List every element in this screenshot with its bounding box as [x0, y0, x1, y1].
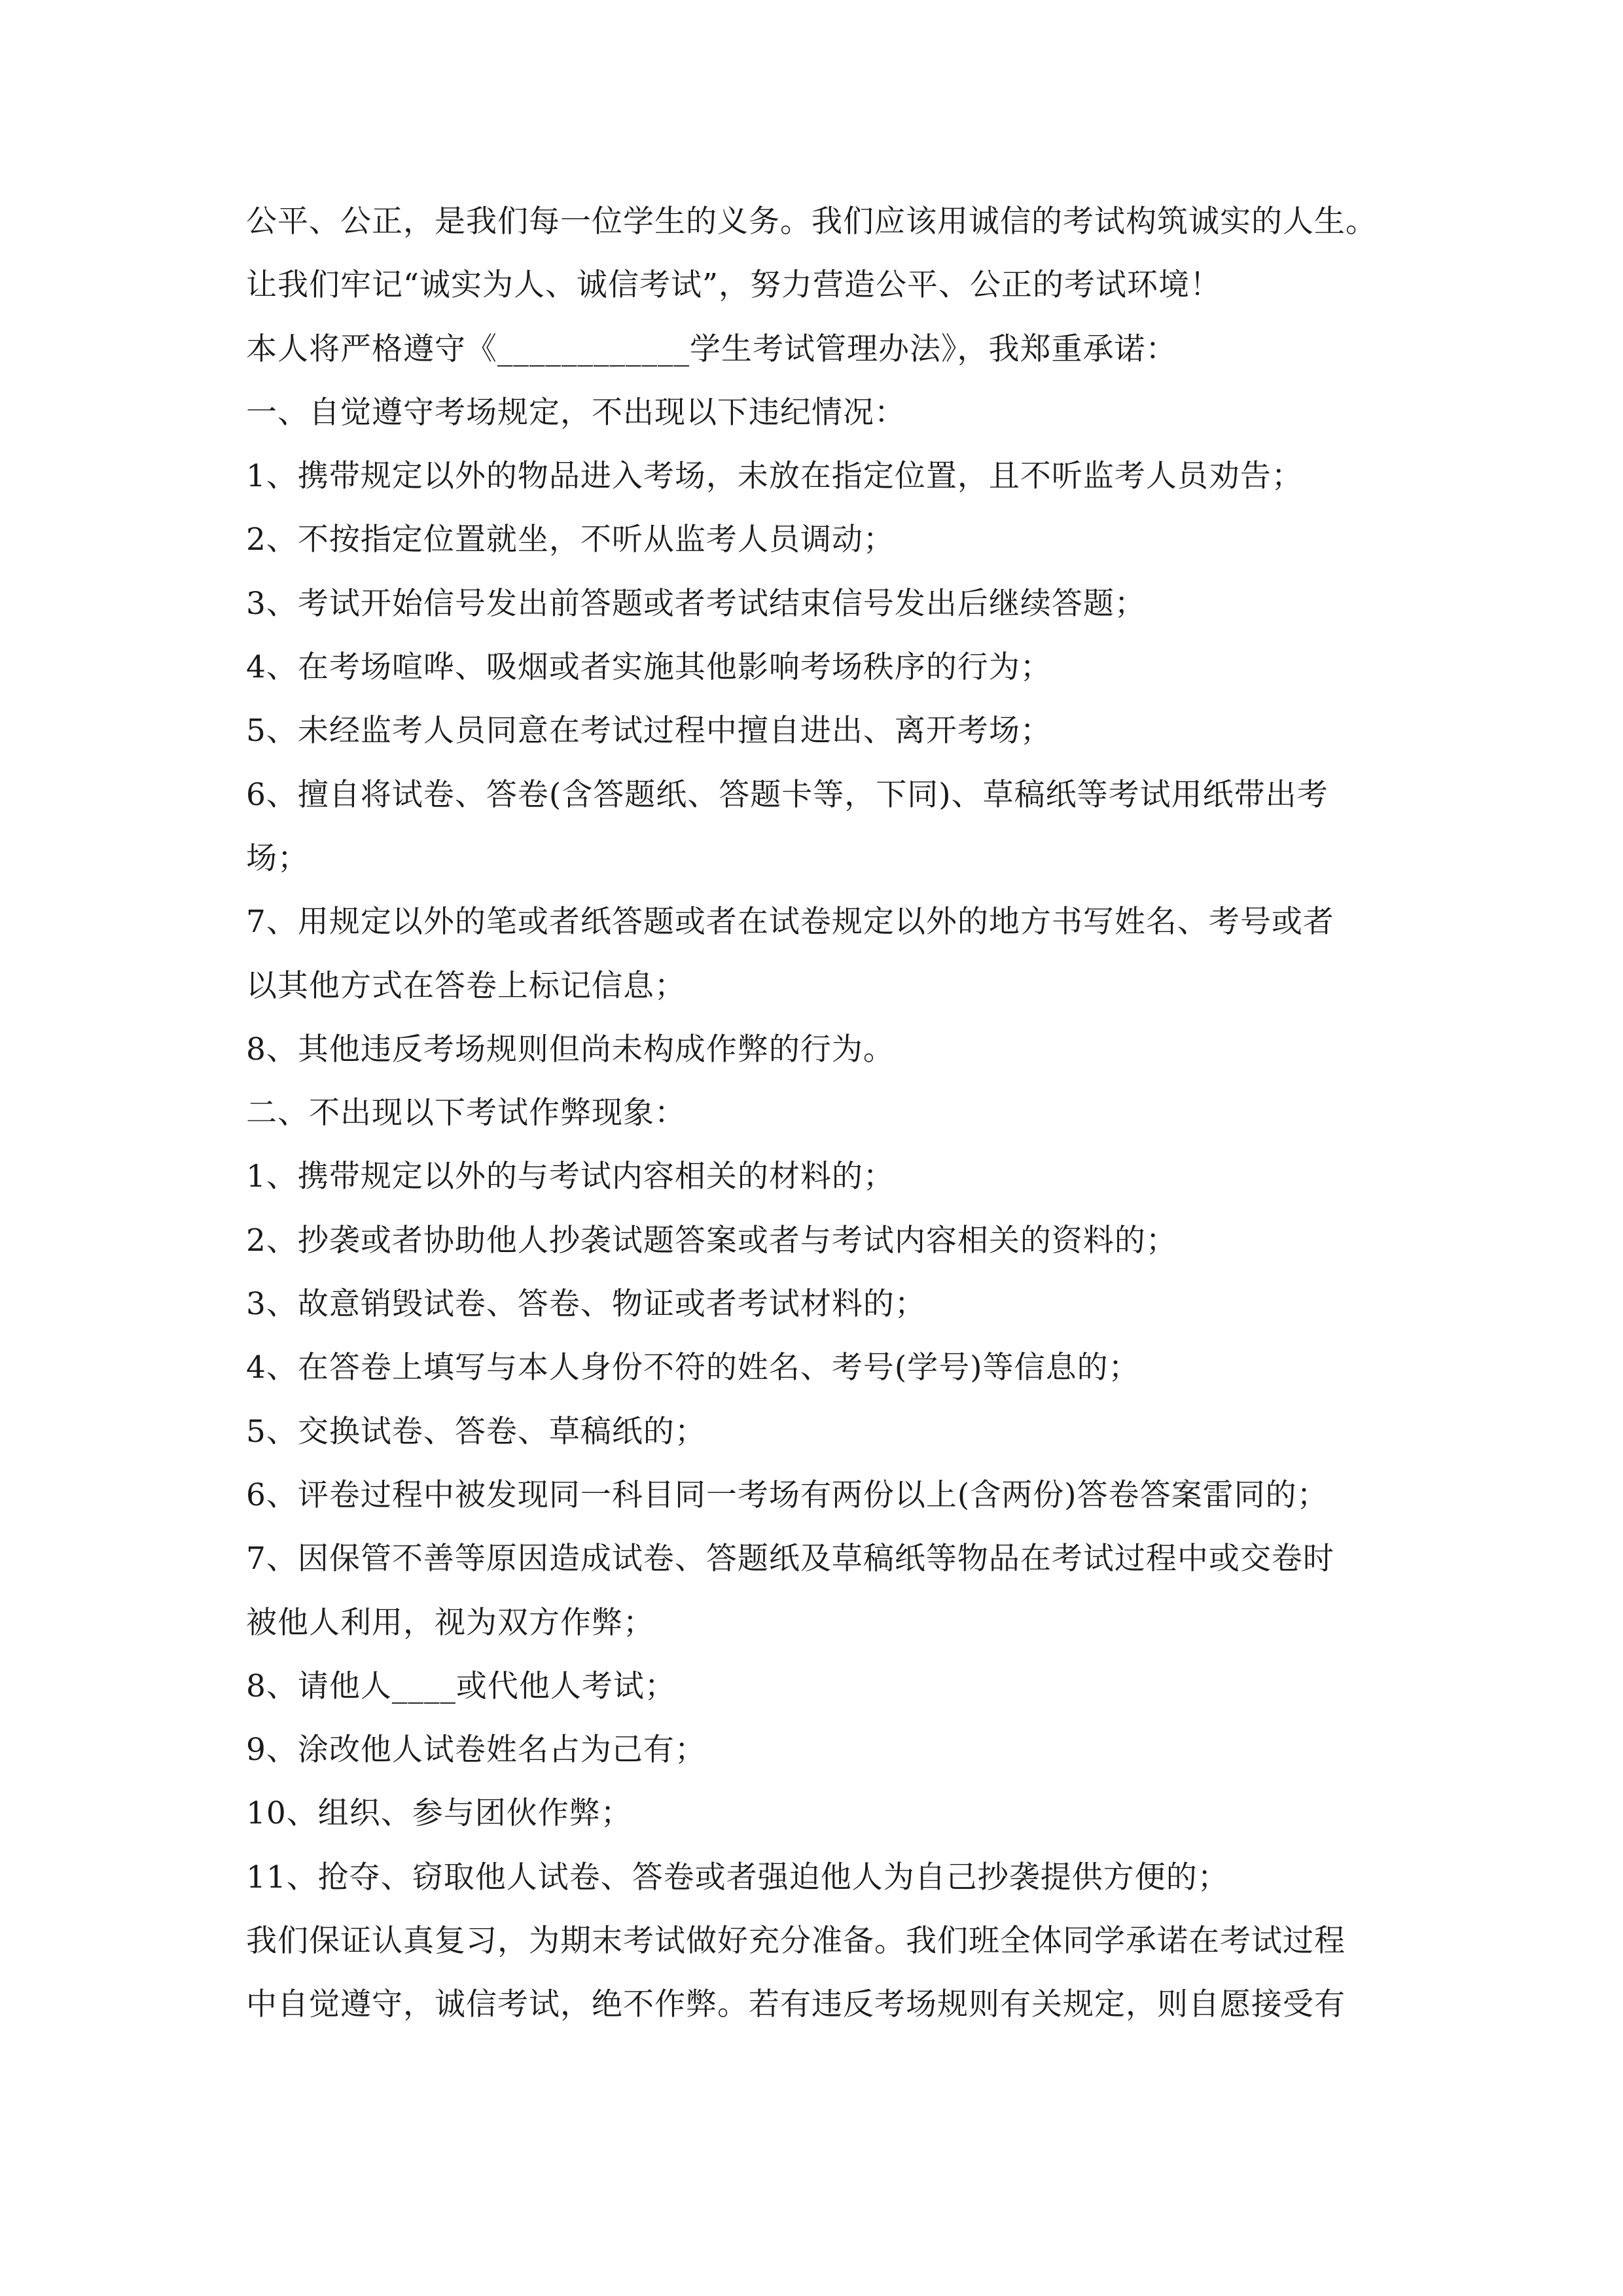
list-item: 8、请他人____或代他人考试； — [246, 1668, 676, 1704]
list-item-continuation: 以其他方式在答卷上标记信息； — [246, 967, 686, 1004]
list-item: 10、组织、参与团伙作弊； — [246, 1795, 632, 1832]
list-item: 6、评卷过程中被发现同一科目同一考场有两份以上(含两份)答卷答案雷同的； — [246, 1477, 1329, 1513]
list-item: 3、故意销毁试卷、答卷、物证或者考试材料的； — [246, 1286, 926, 1323]
list-item: 8、其他违反考场规则但尚未构成作弊的行为。 — [246, 1031, 895, 1067]
list-item: 5、未经监考人员同意在考试过程中擅自进出、离开考场； — [246, 713, 1052, 749]
document-body — [246, 190, 1424, 2037]
text-line: 中自觉遵守，诚信考试，绝不作弊。若有违反考场规则有关规定，则自愿接受有 — [246, 1986, 1346, 2023]
list-item: 3、考试开始信号发出前答题或者考试结束信号发出后继续答题； — [246, 585, 1146, 622]
text-line: 公平、公正，是我们每一位学生的义务。我们应该用诚信的考试构筑诚实的人生。 — [246, 204, 1377, 240]
list-item: 1、携带规定以外的物品进入考场，未放在指定位置，且不听监考人员劝告； — [246, 458, 1303, 495]
list-item: 2、抄袭或者协助他人抄袭试题答案或者与考试内容相关的资料的； — [246, 1222, 1177, 1259]
list-item-continuation: 场； — [246, 840, 309, 876]
list-item: 4、在考场喧哗、吸烟或者实施其他影响考场秩序的行为； — [246, 649, 1052, 686]
list-item: 5、交换试卷、答卷、草稿纸的； — [246, 1413, 706, 1450]
list-item: 9、涂改他人试卷姓名占为己有； — [246, 1732, 706, 1768]
text-line: 让我们牢记“诚实为人、诚信考试”，努力营造公平、公正的考试环境！ — [246, 267, 1222, 304]
list-item: 1、携带规定以外的与考试内容相关的材料的； — [246, 1158, 895, 1195]
section-heading: 二、不出现以下考试作弊现象： — [246, 1095, 686, 1132]
list-item: 7、用规定以外的笔或者纸答题或者在试卷规定以外的地方书写姓名、考号或者 — [246, 904, 1334, 941]
list-item: 11、抢夺、窃取他人试卷、答卷或者强迫他人为自己抄袭提供方便的； — [246, 1859, 1229, 1895]
text-line: 本人将严格遵守《____________学生考试管理办法》，我郑重承诺： — [246, 331, 1177, 367]
list-item: 4、在答卷上填写与本人身份不符的姓名、考号(学号)等信息的； — [246, 1350, 1140, 1386]
section-heading: 一、自觉遵守考场规定，不出现以下违纪情况： — [246, 394, 906, 431]
text-line: 我们保证认真复习，为期末考试做好充分准备。我们班全体同学承诺在考试过程 — [246, 1923, 1346, 1960]
list-item-continuation: 被他人利用，视为双方作弊； — [246, 1604, 654, 1641]
list-item: 2、不按指定位置就坐，不听从监考人员调动； — [246, 522, 895, 558]
list-item: 7、因保管不善等原因造成试卷、答题纸及草稿纸等物品在考试过程中或交卷时 — [246, 1541, 1334, 1577]
list-item: 6、擅自将试卷、答卷(含答题纸、答题卡等，下同)、草稿纸等考试用纸带出考 — [246, 776, 1329, 813]
